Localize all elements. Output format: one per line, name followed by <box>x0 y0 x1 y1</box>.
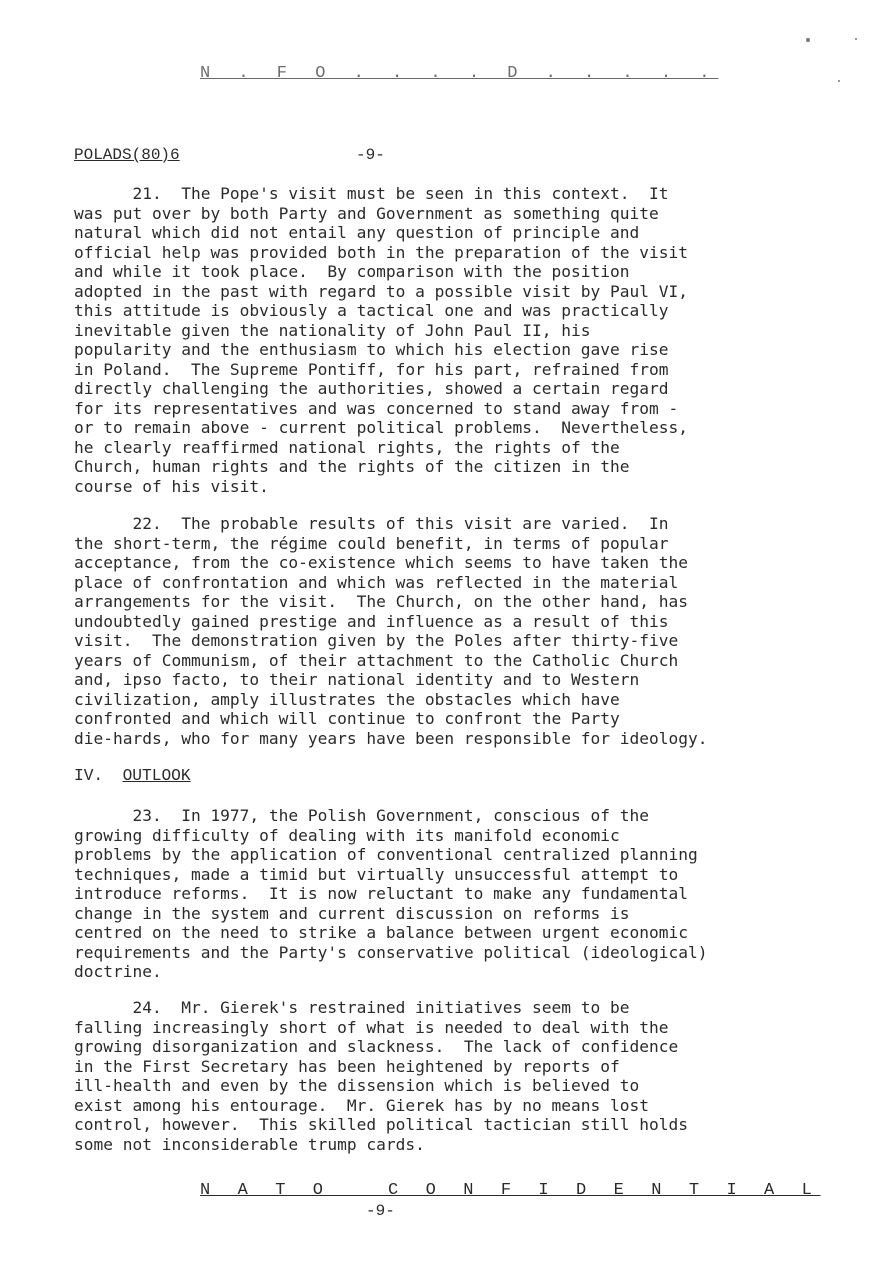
footer-classification-marking: N A T O C O N F I D E N T I A L <box>200 1181 821 1200</box>
paragraph-22: 22. The probable results of this visit are varied. In the short-term, the régime could benefit, in terms of popular acceptance, from the co-existence which seems to have taken the place of confrontation and which was reflected in the material arrangements for the visit. The Church, on the other hand, has undoubtedly gained prestige and influence as a result of this visit. The demonstration given by the Poles after thirty-five years of Communism, of their attachment to the Catholic Church and, ipso facto, to their national identity and to Western civilization, amply illustrates the obstacles which have confronted and which will continue to confront the Party die-hards, who for many years have been responsible for ideology. <box>74 514 708 748</box>
header-classification-marking: N . F O . . . . D . . . . . <box>200 64 719 83</box>
section-title: OUTLOOK <box>122 767 191 785</box>
section-heading <box>74 767 784 787</box>
paragraph-21: 21. The Pope's visit must be seen in this context. It was put over by both Party and Government as something quite natural which did not entail any question of principle and official help was provided both in the preparation of the visit and while it took place. By comparison with the position adopted in the past with regard to a possible visit by Paul VI, this attitude is obviously a tactical one and was practically inevitable given the nationality of John Paul II, his popularity and the enthusiasm to which his election gave rise in Poland. The Supreme Pontiff, for his part, refrained from directly challenging the authorities, showed a certain regard for its representatives and was concerned to stand away from - or to remain above - current political problems. Nevertheless, he clearly reaffirmed national rights, the rights of the Church, human rights and the rights of the citizen in the course of his visit. <box>74 184 688 496</box>
section-number: IV. <box>74 767 104 785</box>
document-reference: POLADS(80)6 <box>74 146 180 164</box>
scan-speck <box>806 38 810 42</box>
paragraph-24: 24. Mr. Gierek's restrained initiatives seem to be falling increasingly short of what is needed to deal with the growing disorganization and slackness. The lack of confidence in the First Secretary has been heightened by reports of ill-health and even by the dissension which is believed to exist among his entourage. Mr. Gierek has by no means lost control, however. This skilled political tactician still holds some not inconsiderable trump cards. <box>74 998 688 1154</box>
paragraph-23: 23. In 1977, the Polish Government, conscious of the growing difficulty of dealing with its manifold economic problems by the application of conventional centralized planning techniques, made a timid but virtually unsuccessful attempt to introduce reforms. It is now reluctant to make any fundamental change in the system and current discussion on reforms is centred on the need to strike a balance between urgent economic requirements and the Party's conservative political (ideological) doctrine. <box>74 806 708 981</box>
scan-speck <box>838 80 840 82</box>
scan-speck <box>855 38 857 40</box>
page-number-bottom: -9- <box>366 1202 395 1220</box>
page-number-top: -9- <box>356 146 385 164</box>
